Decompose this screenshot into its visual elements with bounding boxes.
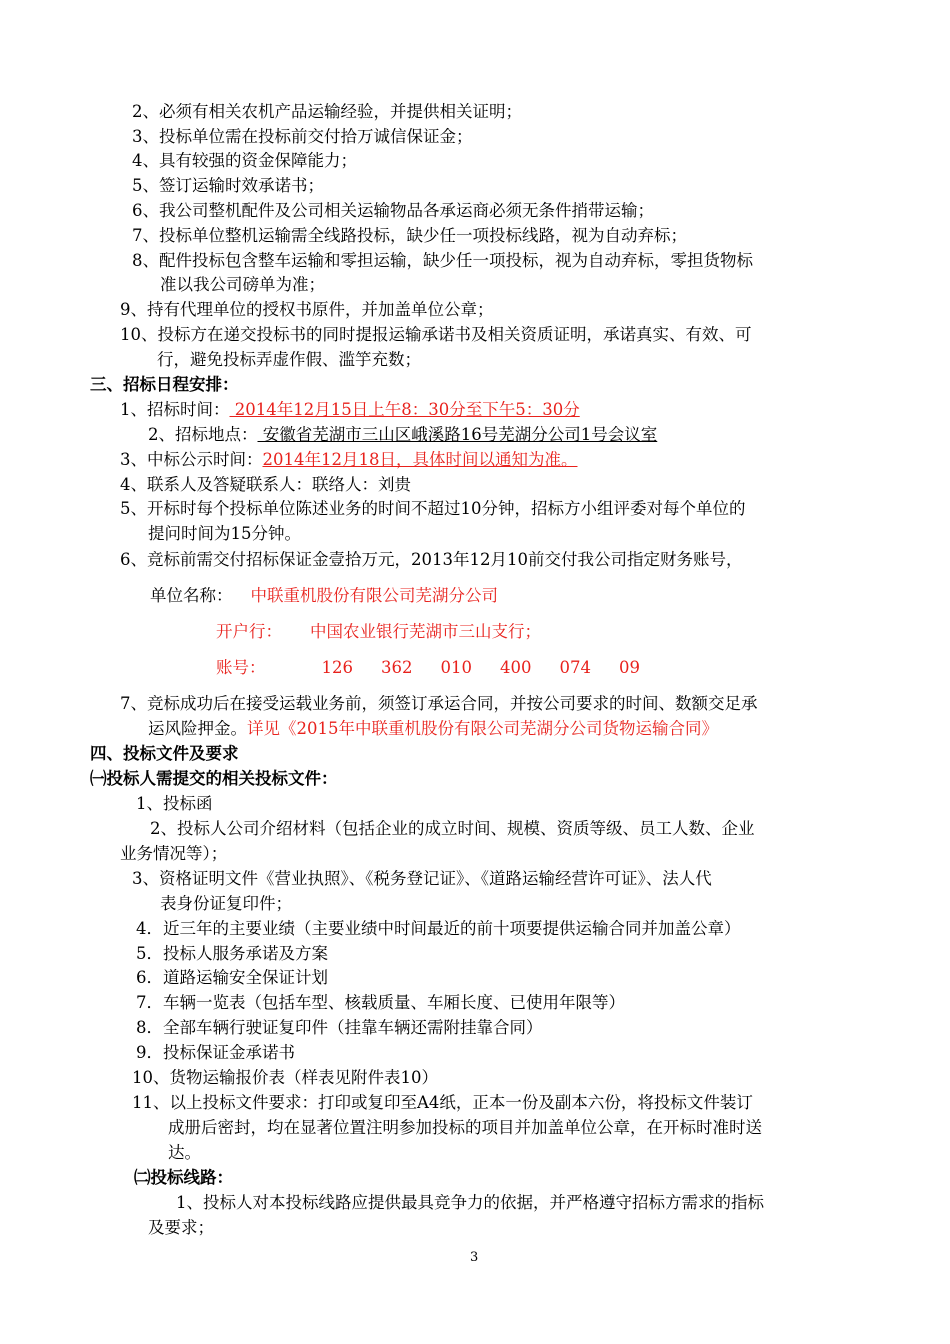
account-group: 074 <box>559 658 591 677</box>
section4-sub2: ㈡投标线路： <box>134 1168 233 1187</box>
schedule-announce-value: 2014年12月18日，具体时间以通知为准。 <box>262 450 578 469</box>
req-item-10-cont: 行，避免投标弄虚作假、滥竽充数； <box>157 350 421 369</box>
doc-item-3: 3、资格证明文件《营业执照》、《税务登记证》、《道路运输经营许可证》、法人代 <box>132 869 712 888</box>
unit-name-value: 中联重机股份有限公司芜湖分公司 <box>250 586 498 605</box>
contract-reference: 详见《2015年中联重机股份有限公司芜湖分公司货物运输合同》 <box>247 719 718 738</box>
deposit-text: 运风险押金。 <box>148 719 247 738</box>
req-item-8: 8、配件投标包含整车运输和零担运输，缺少任一项投标，视为自动弃标，零担货物标 <box>132 251 753 270</box>
req-item-4: 4、具有较强的资金保障能力； <box>132 151 357 170</box>
account-group: 400 <box>500 658 532 677</box>
schedule-time <box>120 398 580 422</box>
route-item-1: 1、投标人对本投标线路应提供最具竞争力的依据，并严格遵守招标方需求的指标 <box>176 1193 764 1212</box>
unit-name-label: 单位名称： <box>150 586 233 605</box>
doc-item-4: 4．近三年的主要业绩（主要业绩中时间最近的前十项要提供运输合同并加盖公章） <box>136 919 741 938</box>
doc-item-2-cont: 业务情况等）； <box>120 844 228 863</box>
doc-item-10: 10、货物运输报价表（样表见附件表10） <box>132 1068 438 1087</box>
doc-item-11: 11、以上投标文件要求：打印或复印至A4纸，正本一份及副本六份，将投标文件装订 <box>132 1093 753 1112</box>
req-item-7: 7、投标单位整机运输需全线路投标，缺少任一项投标线路，视为自动弃标； <box>132 226 687 245</box>
bank-row <box>216 620 541 644</box>
schedule-presentation: 5、开标时每个投标单位陈述业务的时间不超过10分钟，招标方小组评委对每个单位的 <box>120 499 746 518</box>
account-group: 126 <box>321 658 353 677</box>
account-group: 010 <box>440 658 472 677</box>
bank-value: 中国农业银行芜湖市三山支行； <box>310 622 541 641</box>
schedule-presentation-cont: 提问时间为15分钟。 <box>148 524 301 543</box>
req-item-10: 10、投标方在递交投标书的同时提报运输承诺书及相关资质证明，承诺真实、有效、可 <box>120 325 752 344</box>
doc-item-5: 5．投标人服务承诺及方案 <box>136 944 328 963</box>
req-item-6: 6、我公司整机配件及公司相关运输物品各承运商必须无条件捎带运输； <box>132 201 654 220</box>
doc-item-3-cont: 表身份证复印件； <box>160 894 292 913</box>
schedule-time-label: 1、招标时间： <box>120 400 230 419</box>
req-item-9: 9、持有代理单位的授权书原件，并加盖单位公章； <box>120 300 494 319</box>
doc-item-9: 9．投标保证金承诺书 <box>136 1043 295 1062</box>
schedule-announce <box>120 448 577 472</box>
schedule-place <box>148 423 657 447</box>
req-item-5: 5、签订运输时效承诺书； <box>132 176 324 195</box>
req-item-2: 2、必须有相关农机产品运输经验，并提供相关证明； <box>132 102 522 121</box>
account-group: 09 <box>619 658 640 677</box>
req-item-3: 3、投标单位需在投标前交付拾万诚信保证金； <box>132 127 473 146</box>
doc-item-7: 7．车辆一览表（包括车型、核载质量、车厢长度、已使用年限等） <box>136 993 625 1012</box>
route-item-1-cont: 及要求； <box>148 1218 214 1237</box>
section3-heading: 三、招标日程安排： <box>90 375 239 394</box>
account-label: 账号： <box>216 658 266 677</box>
page-number: 3 <box>470 1250 479 1265</box>
schedule-contact: 4、联系人及答疑联系人：联络人：刘贵 <box>120 475 411 494</box>
account-row <box>216 656 640 680</box>
account-group: 362 <box>381 658 413 677</box>
doc-item-11-cont2: 达。 <box>168 1143 201 1162</box>
unit-name-row <box>150 584 498 608</box>
schedule-announce-label: 3、中标公示时间： <box>120 450 263 469</box>
schedule-contract-cont <box>148 717 718 741</box>
section4-sub1: ㈠投标人需提交的相关投标文件： <box>90 769 338 788</box>
section4-heading: 四、投标文件及要求 <box>90 744 239 763</box>
schedule-deposit: 6、竞标前需交付招标保证金壹拾万元，2013年12月10前交付我公司指定财务账号， <box>120 550 743 569</box>
doc-item-8: 8．全部车辆行驶证复印件（挂靠车辆还需附挂靠合同） <box>136 1018 543 1037</box>
doc-item-6: 6．道路运输安全保证计划 <box>136 968 328 987</box>
schedule-place-value: 安徽省芜湖市三山区峨溪路16号芜湖分公司1号会议室 <box>257 425 658 444</box>
schedule-time-value: 2014年12月15日上午8：30分至下午5：30分 <box>229 400 580 419</box>
schedule-place-label: 2、招标地点： <box>148 425 258 444</box>
doc-item-11-cont1: 成册后密封，均在显著位置注明参加投标的项目并加盖单位公章，在开标时准时送 <box>168 1118 762 1137</box>
schedule-contract: 7、竞标成功后在接受运载业务前，须签订承运合同，并按公司要求的时间、数额交足承 <box>120 694 758 713</box>
doc-item-1: 1、投标函 <box>136 794 213 813</box>
bank-label: 开户行： <box>216 622 282 641</box>
req-item-8-cont: 准以我公司磅单为准； <box>160 275 325 294</box>
doc-item-2: 2、投标人公司介绍材料（包括企业的成立时间、规模、资质等级、员工人数、企业 <box>150 819 755 838</box>
